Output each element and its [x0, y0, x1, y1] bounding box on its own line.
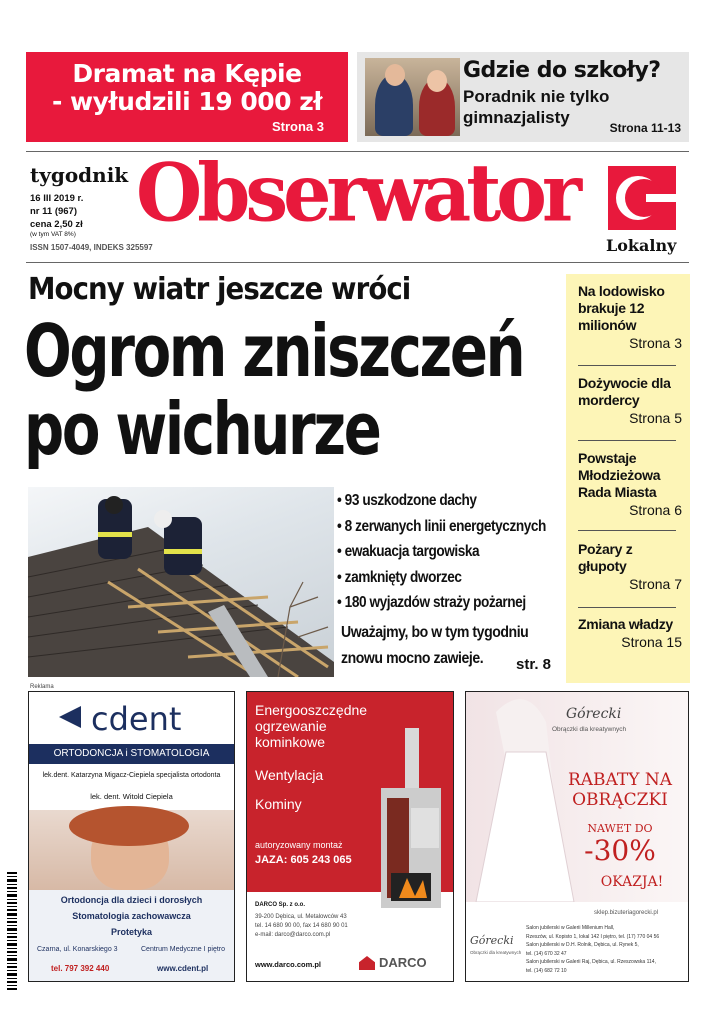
darco-email[interactable]: e-mail: darco@darco.com.pl	[255, 932, 331, 938]
gorecki-brand: Górecki	[566, 706, 622, 722]
darco-address: 39-200 Dębica, ul. Metalowców 43	[255, 914, 347, 920]
lead-page-ref[interactable]: str. 8	[516, 656, 552, 673]
darco-heating: Energooszczędne ogrzewanie kominkowe	[255, 702, 368, 750]
lead-kicker[interactable]: Mocny wiatr jeszcze wróci	[28, 272, 411, 307]
sidebar-divider	[578, 607, 676, 608]
teaser-school[interactable]	[357, 52, 689, 142]
lokalny-label: Lokalny	[606, 236, 677, 255]
cdent-brand: cdent	[91, 700, 182, 738]
list-item: • 8 zerwanych linii energetycznych	[337, 517, 546, 535]
gorecki-shop[interactable]: sklep.bizuteriagorecki.pl	[594, 910, 659, 916]
tygodnik-label: tygodnik	[30, 163, 129, 187]
student-boy-face	[385, 64, 405, 86]
cdent-phone: tel. 797 392 440	[51, 964, 110, 973]
list-item: • 93 uszkodzone dachy	[337, 492, 477, 509]
darco-company: DARCO Sp. z o.o.	[255, 902, 305, 908]
list-item: • ewakuacja targowiska	[337, 543, 480, 560]
darco-ventilation: Wentylacja	[255, 767, 324, 783]
student-girl-face	[427, 70, 447, 92]
students-photo	[365, 58, 460, 136]
darco-phone: JAZA: 605 243 065	[255, 854, 352, 866]
ad-darco[interactable]	[246, 691, 454, 982]
house-logo-icon	[359, 956, 375, 970]
cdent-doctor-2: lek. dent. Witold Ciepiela	[90, 792, 173, 801]
lead-bullets	[337, 488, 574, 616]
barcode	[3, 872, 17, 990]
ad-cdent[interactable]	[28, 691, 235, 982]
cdent-website[interactable]: www.cdent.pl	[157, 964, 209, 973]
gorecki-footer-tagline: Obrączki dla kreatywnych	[470, 950, 522, 955]
cdent-logo-icon	[59, 706, 81, 728]
teaser-fraud-title: Dramat na Kępie - wyłudzili 19 000 zł	[51, 59, 323, 116]
sidebar-divider	[578, 530, 676, 531]
cdent-address-2: Centrum Medyczne I piętro	[141, 946, 226, 953]
darco-installer: autoryzowany montaż	[255, 840, 343, 850]
sidebar-item-ice-rink[interactable]: Na lodowisko brakuje 12 milionów Strona 3	[578, 283, 682, 351]
sidebar-contents	[566, 274, 690, 683]
cdent-services: Ortodoncja dla dzieci i dorosłych Stomatologia zachowawcza Protetyka	[60, 895, 203, 937]
issue-price: cena 2,50 zł	[30, 219, 83, 230]
sidebar-divider	[578, 440, 676, 441]
lead-headline[interactable]: Ogrom zniszczeń po wichurze	[24, 309, 524, 471]
gorecki-upto: NAWET DO	[587, 822, 653, 835]
teaser-school-page: Strona 11-13	[609, 121, 681, 135]
gorecki-discount: -30%	[584, 834, 656, 867]
firefighters-roof-photo	[28, 487, 334, 677]
issue-number: nr 11 (967)	[30, 206, 77, 217]
teaser-school-subtitle: Poradnik nie tylko gimnazjalisty	[463, 87, 610, 127]
issue-vat: (w tym VAT 8%)	[30, 231, 76, 238]
cdent-address-1: Czarna, ul. Konarskiego 3	[37, 946, 118, 953]
teaser-fraud[interactable]	[26, 52, 348, 142]
list-item: • zamknięty dworzec	[337, 568, 462, 586]
cdent-doctor-1: lek.dent. Katarzyna Migacz-Ciepiela specjalista ortodonta	[42, 772, 221, 779]
masthead-logo[interactable]: Obserwator	[136, 145, 578, 240]
darco-brand: DARCO	[379, 955, 427, 970]
darco-chimneys: Kominy	[255, 796, 302, 812]
ads-label: Reklama	[30, 684, 54, 690]
gorecki-okazja: OKAZJA!	[600, 874, 664, 890]
gorecki-footer-logo: Górecki	[470, 934, 514, 947]
sidebar-item-government-change[interactable]: Zmiana władzy Strona 15	[578, 616, 682, 650]
darco-website[interactable]: www.darco.com.pl	[255, 960, 321, 969]
sidebar-item-life-sentence[interactable]: Dożywocie dla mordercy Strona 5	[578, 375, 682, 426]
eye-logo-icon	[608, 166, 676, 230]
sidebar-item-fires[interactable]: Pożary z głupoty Strona 7	[578, 541, 682, 592]
gorecki-salons: Salon jubilerski w Galerii Millenium Hall, Rzeszów, ul. Kopisto 1, lokal 142 I piętro, tel. (17) 770 04 56 Salon jubilerski w D.H. Rolnik, Dębica, ul. Rynek 5, tel. (14) 670 32 47 Salon jubilerski w Galerii Raj, Dębica, ul. Rzeszowska 114, tel. (14) 682 72 10	[526, 925, 660, 974]
issue-date: 16 III 2019 r.	[30, 193, 84, 204]
masthead-divider	[26, 262, 689, 263]
ad-gorecki[interactable]	[465, 691, 689, 982]
gorecki-promo: RABATY NA OBRĄCZKI	[567, 770, 673, 810]
list-item: • 180 wyjazdów straży pożarnej	[337, 594, 526, 611]
sidebar-divider	[578, 365, 676, 366]
hair-shape	[69, 806, 189, 846]
sidebar-item-youth-council[interactable]: Powstaje Młodzieżowa Rada Miasta Strona 6	[578, 450, 682, 518]
gorecki-tagline: Obrączki dla kreatywnych	[552, 726, 627, 733]
lead-warning: Uważajmy, bo w tym tygodniu znowu mocno zawieje.	[341, 624, 529, 667]
issn: ISSN 1507-4049, INDEKS 325597	[30, 243, 153, 252]
teaser-fraud-page: Strona 3	[271, 119, 324, 134]
fireplace-illustration	[375, 728, 445, 918]
teaser-school-title: Gdzie do szkoły?	[463, 58, 661, 83]
smiling-girl-photo	[29, 810, 234, 890]
cdent-banner: ORTODONCJA i STOMATOLOGIA	[29, 744, 234, 764]
darco-tel: tel. 14 680 90 00, fax 14 680 90 01	[255, 923, 348, 929]
